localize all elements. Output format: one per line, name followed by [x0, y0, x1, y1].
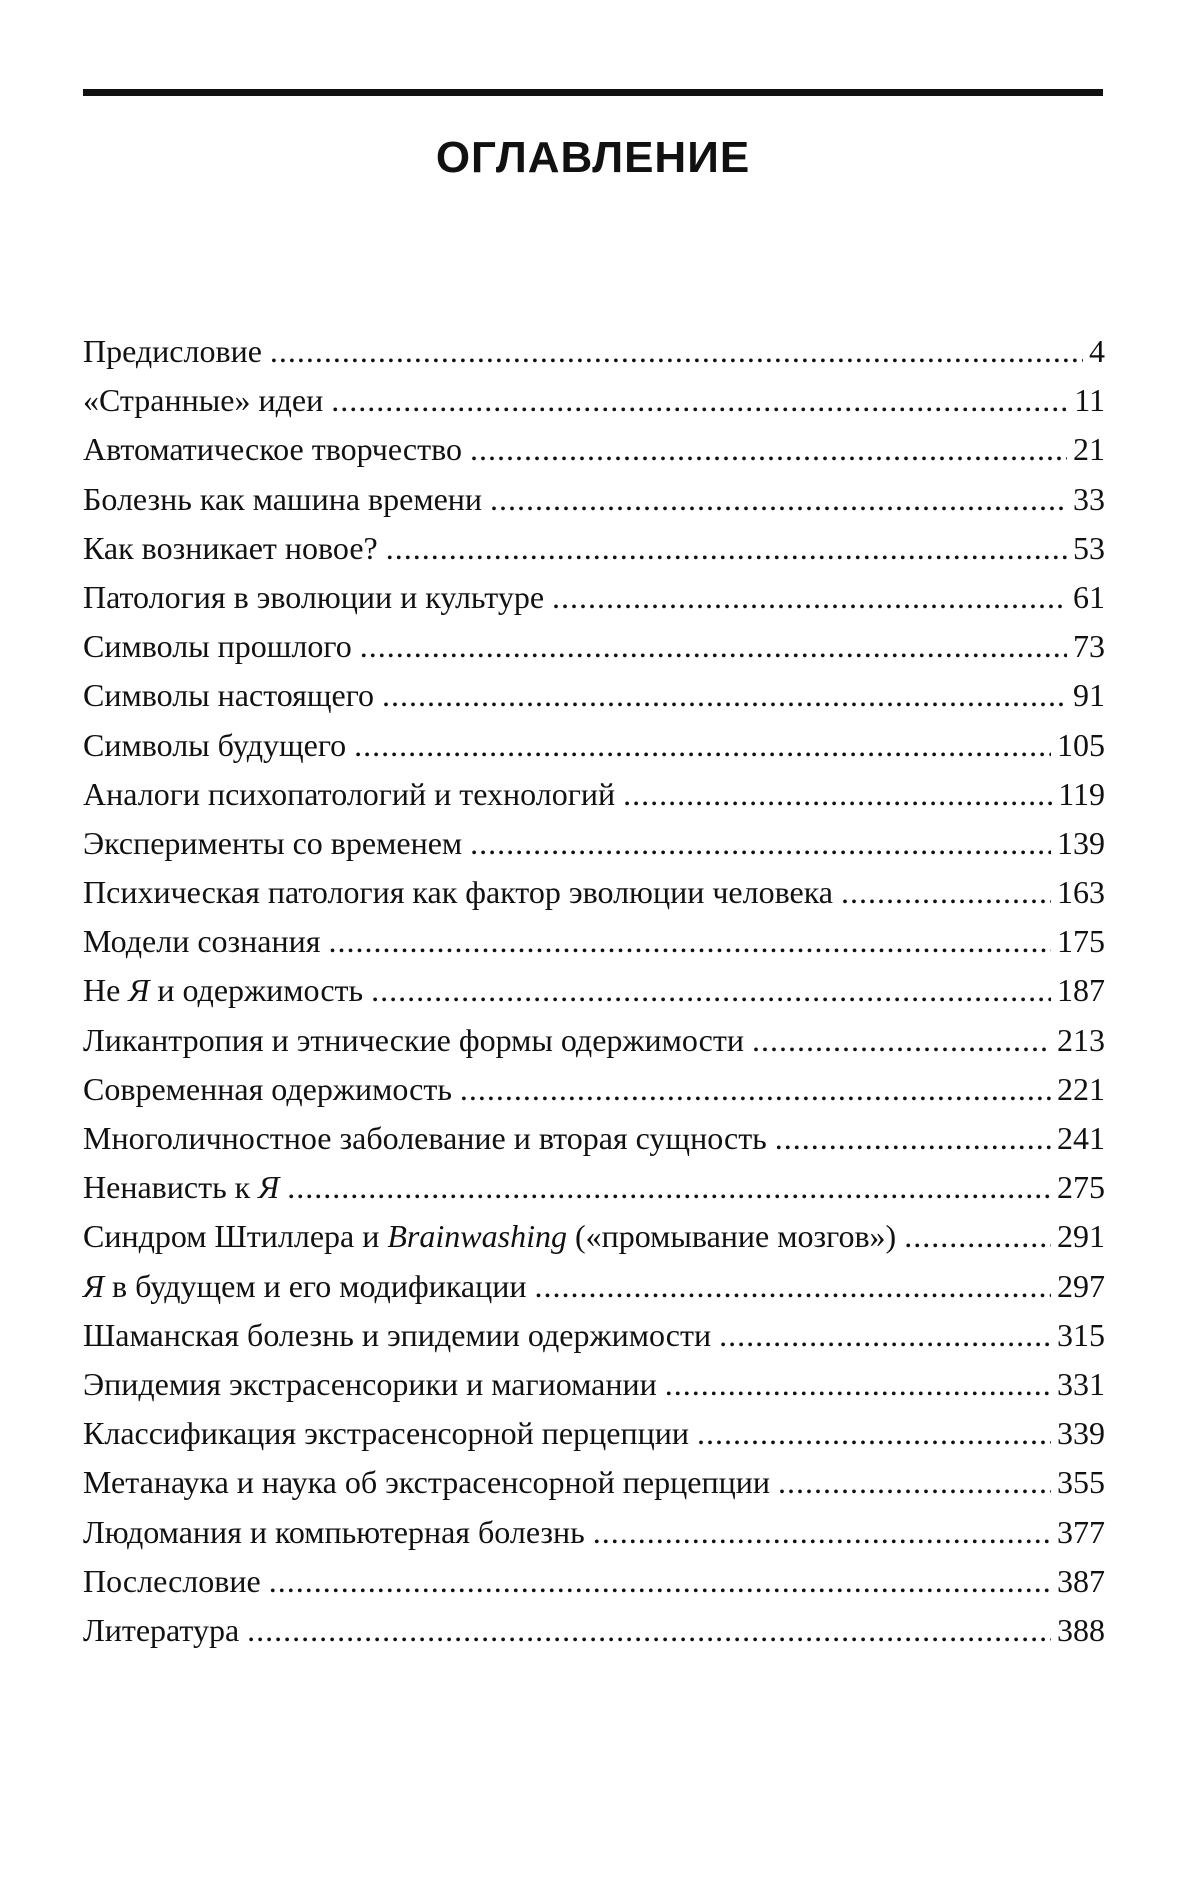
toc-entry-page-number: 11: [1074, 382, 1105, 419]
toc-entry: [83, 573, 1105, 622]
toc-entry: [83, 327, 1105, 376]
toc-entry: [83, 868, 1105, 917]
dot-leader: [247, 1606, 1051, 1655]
dot-leader: [593, 1508, 1051, 1557]
dot-leader: [270, 327, 1083, 376]
toc-entry-page-number: 275: [1057, 1169, 1105, 1206]
toc-entry: [83, 475, 1105, 524]
toc-entry-title-italic: Я: [83, 1267, 105, 1304]
toc-entry-page-number: 61: [1073, 578, 1105, 615]
toc-entry-page-number: 163: [1057, 874, 1105, 911]
toc-entry-title: [83, 1262, 526, 1311]
toc-entry: [83, 1114, 1105, 1163]
toc-entry-title: Эксперименты со временем: [83, 824, 463, 861]
toc-entry-title-part: Ненависть к: [83, 1169, 259, 1206]
toc-entry-title: Психическая патология как фактор эволюции человека: [83, 874, 833, 911]
toc-entry: [83, 1065, 1105, 1114]
dot-leader: [360, 622, 1067, 671]
toc-entry: [83, 1557, 1105, 1606]
toc-entry: [83, 1016, 1105, 1065]
toc-entry-title: Литература: [83, 1611, 240, 1648]
toc-entry-page-number: 213: [1057, 1021, 1105, 1058]
toc-entry-title-part: Синдром Штиллера и: [83, 1218, 388, 1255]
dot-leader: [775, 1114, 1051, 1163]
toc-entry-title: [83, 1212, 896, 1261]
toc-entry-title: Многоличностное заболевание и вторая сущность: [83, 1120, 767, 1156]
toc-entry-page-number: 315: [1057, 1316, 1105, 1353]
toc-entry: [83, 524, 1105, 573]
dot-leader: [470, 425, 1067, 474]
toc-entry-page-number: 377: [1057, 1513, 1105, 1550]
toc-entry-title-part: Не: [83, 972, 129, 1009]
toc-entry: [83, 1311, 1105, 1360]
dot-leader: [552, 573, 1067, 622]
dot-leader: [287, 1163, 1051, 1212]
toc-entry-page-number: 91: [1073, 677, 1105, 714]
dot-leader: [719, 1311, 1051, 1360]
toc-entry-page-number: 355: [1057, 1464, 1105, 1501]
toc-entry-page-number: 4: [1089, 333, 1105, 369]
toc-entry-title: Послесловие: [83, 1562, 261, 1599]
toc-entry-title-part: («промывание мозгов»): [566, 1218, 897, 1255]
toc-entry: [83, 819, 1105, 868]
toc-entry-page-number: 33: [1073, 480, 1105, 517]
dot-leader: [778, 1458, 1051, 1507]
toc-entry-title: Предисловие: [83, 333, 262, 369]
toc-entry-page-number: 291: [1057, 1218, 1105, 1255]
toc-entry-title: Автоматическое творчество: [83, 431, 462, 468]
toc-entry: [83, 376, 1105, 425]
toc-entry-title: Метанаука и наука об экстрасенсорной перцепции: [83, 1464, 770, 1501]
toc-entry-title: Шаманская болезнь и эпидемии одержимости: [83, 1316, 712, 1353]
toc-entry-page-number: 53: [1073, 529, 1105, 566]
dot-leader: [470, 819, 1051, 868]
toc-entry: [83, 1262, 1105, 1311]
toc-entry: [83, 1360, 1105, 1409]
toc-entry-page-number: 388: [1057, 1611, 1105, 1648]
toc-entry: [83, 1409, 1105, 1458]
dot-leader: [382, 671, 1067, 720]
toc-entry-title: «Странные» идеи: [83, 382, 324, 419]
toc-entry-title: Символы будущего: [83, 726, 347, 763]
dot-leader: [841, 868, 1051, 917]
toc-entry-title: Болезнь как машина времени: [83, 480, 483, 517]
toc-entry-title: Ликантропия и этнические формы одержимости: [83, 1021, 744, 1058]
toc-entry: [83, 671, 1105, 720]
dot-leader: [490, 475, 1067, 524]
toc-entry-title: Патология в эволюции и культуре: [83, 578, 545, 615]
toc-entry-title: Символы прошлого: [83, 628, 352, 665]
toc-entry-title: Модели сознания: [83, 923, 321, 960]
toc-entry-title: Как возникает новое?: [83, 529, 378, 566]
dot-leader: [331, 376, 1068, 425]
dot-leader: [623, 770, 1052, 819]
dot-leader: [269, 1557, 1051, 1606]
toc-entry-page-number: 21: [1073, 431, 1105, 468]
toc-entry: [83, 966, 1105, 1015]
toc-entry-page-number: 297: [1057, 1267, 1105, 1304]
toc-entry: [83, 1212, 1105, 1261]
page-title: ОГЛАВЛЕНИЕ: [435, 133, 751, 182]
toc-entry-title: [83, 1163, 279, 1212]
dot-leader: [371, 966, 1051, 1015]
toc-entry: [83, 721, 1105, 770]
toc-entry-page-number: 331: [1057, 1365, 1105, 1402]
toc-entry: [83, 622, 1105, 671]
toc-entry-page-number: 139: [1057, 824, 1105, 861]
dot-leader: [386, 524, 1067, 573]
toc-entry-title: Эпидемия экстрасенсорики и магиомании: [83, 1365, 657, 1402]
toc-entry-title-italic: Я: [258, 1169, 280, 1206]
dot-leader: [697, 1409, 1051, 1458]
toc-entry-page-number: 339: [1057, 1415, 1105, 1452]
toc-entry-title-part: в будущем и его модификации: [104, 1267, 527, 1304]
table-of-contents: [83, 327, 1105, 1655]
dot-leader: [460, 1065, 1051, 1114]
toc-entry-page-number: 187: [1057, 972, 1105, 1009]
toc-entry-title: Символы настоящего: [83, 677, 375, 714]
toc-entry: [83, 917, 1105, 966]
toc-entry: [83, 770, 1105, 819]
toc-entry-page-number: 387: [1057, 1562, 1105, 1599]
toc-entry-title: Аналоги психопатологий и технологий: [83, 775, 616, 812]
toc-entry-title: Людомания и компьютерная болезнь: [83, 1513, 585, 1550]
toc-entry-page-number: 241: [1057, 1120, 1105, 1156]
dot-leader: [752, 1016, 1051, 1065]
top-rule: [83, 89, 1103, 96]
toc-entry: [83, 1508, 1105, 1557]
toc-entry-page-number: 105: [1057, 726, 1105, 763]
toc-entry: [83, 1458, 1105, 1507]
toc-entry-title-italic: Brainwashing: [387, 1218, 567, 1255]
toc-entry-page-number: 221: [1057, 1070, 1105, 1107]
dot-leader: [904, 1212, 1051, 1261]
toc-entry-title: Современная одержимость: [83, 1070, 452, 1107]
toc-entry-page-number: 119: [1058, 775, 1105, 812]
toc-entry-title: Классификация экстрасенсорной перцепции: [83, 1415, 689, 1452]
toc-entry-page-number: 175: [1057, 923, 1105, 960]
dot-leader: [328, 917, 1051, 966]
toc-entry-title-italic: Я: [128, 972, 150, 1009]
toc-entry: [83, 1606, 1105, 1655]
toc-entry-page-number: 73: [1073, 628, 1105, 665]
toc-entry-title: [83, 966, 363, 1015]
dot-leader: [354, 721, 1051, 770]
dot-leader: [534, 1262, 1051, 1311]
dot-leader: [665, 1360, 1051, 1409]
toc-entry: [83, 1163, 1105, 1212]
toc-entry-title-part: и одержимость: [149, 972, 364, 1009]
toc-entry: [83, 425, 1105, 474]
